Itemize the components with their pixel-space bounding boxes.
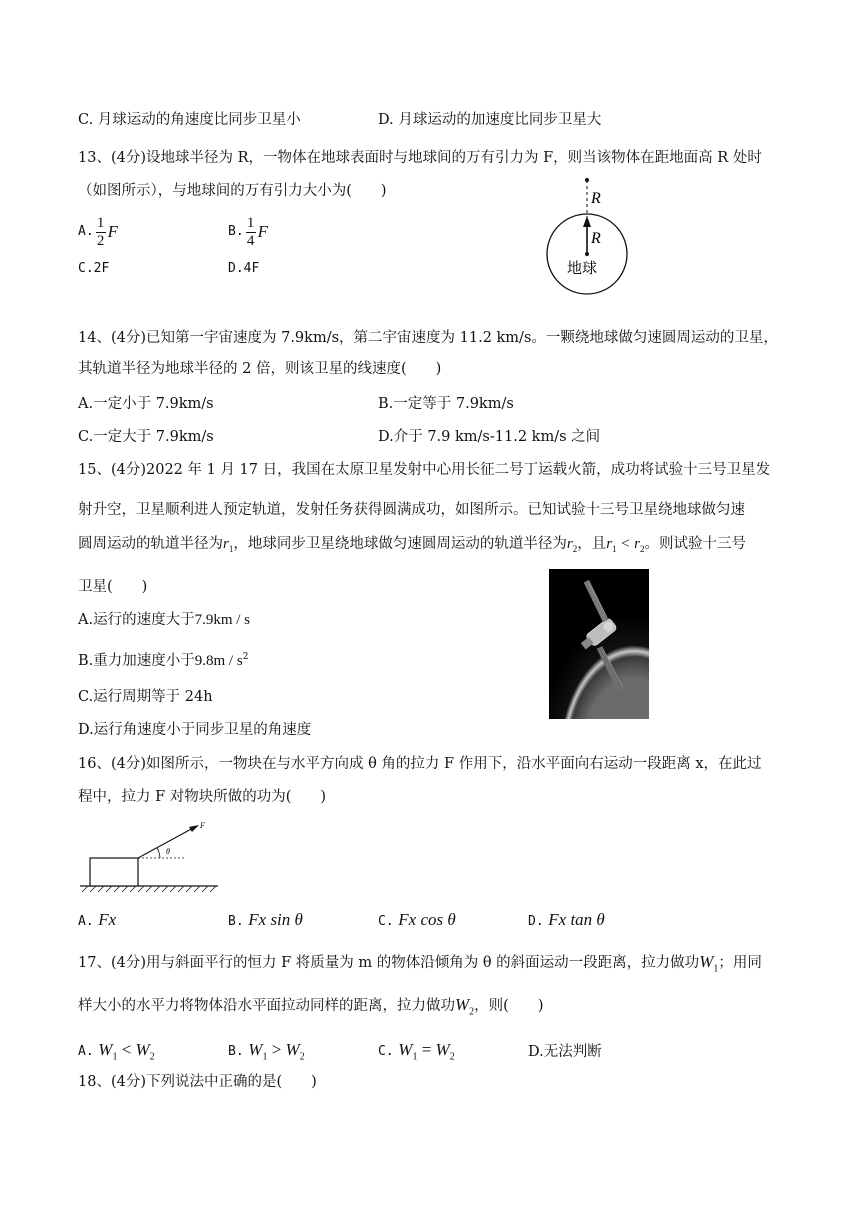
q14-option-b: B.一定等于 7.9km/s (378, 396, 514, 412)
label-r-inner: R (591, 230, 601, 247)
object-point (585, 178, 589, 182)
q16-stem-line2: 程中，拉力 F 对物块所做的功为( ) (78, 789, 327, 805)
earth-label: 地球 (567, 259, 598, 277)
q12-option-d: D. 月球运动的加速度比同步卫星大 (378, 112, 602, 128)
label-f: F (200, 821, 205, 830)
block (90, 858, 138, 886)
q13-option-b: B. $\frac{1}{4}$ F (228, 214, 269, 249)
q15-option-c: C.运行周期等于 24h (78, 689, 213, 705)
q15-option-a: A.运行的速度大于7.9km / s (78, 612, 251, 628)
q16-option-b: B. Fx sin θ (228, 910, 303, 929)
q15-stem-line3: 圆周运动的轨道半径为$r_1$，地球同步卫星绕地球做匀速圆周运动的轨道半径为$r_2$，且$r_1 < r_2$。则试验十三号 (78, 536, 746, 554)
q13-stem-line1: 13、(4分)设地球半径为 R，一物体在地球表面时与地球间的万有引力为 F，则当该物体在距地面高 R 处时 (78, 150, 762, 166)
earth-horizon (549, 569, 649, 719)
q16-option-d: D. Fx tan θ (528, 910, 605, 929)
q17-stem-line1: 17、(4分)用与斜面平行的恒力 F 将质量为 m 的物体沿倾角为 θ 的斜面运动一段距离，拉力做功$W_1$；用同 (78, 952, 762, 975)
label-r-top: R (591, 190, 601, 207)
q13-option-b-fraction: $\frac{1}{4}$ (246, 214, 255, 249)
earth-center (585, 252, 589, 256)
q15-option-b: B.重力加速度小于$9.8m / s^2$ (78, 652, 249, 669)
q13-stem-line2: （如图所示），与地球间的万有引力大小为( ) (78, 183, 387, 199)
q13-option-a: A. $\frac{1}{2}$ F (78, 214, 119, 249)
q14-stem-line2: 其轨道半径为地球半径的 2 倍，则该卫星的线速度( ) (78, 361, 442, 377)
q17-option-d: D.无法判断 (528, 1044, 602, 1060)
q13-option-d: D.4F (228, 261, 260, 276)
label-theta: θ (166, 847, 170, 856)
q18-stem-line1: 18、(4分)下列说法中正确的是( ) (78, 1074, 317, 1090)
q15-stem-line4: 卫星( ) (78, 579, 148, 595)
q16-option-a: A. Fx (78, 910, 117, 929)
satellite-photo (549, 569, 649, 719)
q14-option-c: C.一定大于 7.9km/s (78, 429, 214, 445)
q17-option-c: C. $W_1 = W_2$ (378, 1040, 455, 1063)
q14-option-d: D.介于 7.9 km/s-11.2 km/s 之间 (378, 429, 601, 445)
q13-option-c: C.2F (78, 261, 110, 276)
q12-option-c: C. 月球运动的角速度比同步卫星小 (78, 112, 301, 128)
block-force-diagram (78, 818, 223, 893)
q13-option-a-fraction: $\frac{1}{2}$ (96, 214, 105, 249)
q17-option-b: B. $W_1 > W_2$ (228, 1040, 305, 1063)
q15-option-d: D.运行角速度小于同步卫星的角速度 (78, 722, 312, 738)
earth-diagram (535, 170, 645, 298)
q14-stem-line1: 14、(4分)已知第一宇宙速度为 7.9km/s，第二宇宙速度为 11.2 km/s。一颗绕地球做匀速圆周运动的卫星， (78, 330, 778, 346)
force-arrowhead (189, 825, 199, 832)
q16-stem-line1: 16、(4分)如图所示，一物块在与水平方向成 θ 角的拉力 F 作用下，沿水平面向右运动一段距离 x，在此过 (78, 756, 762, 772)
q15-stem-line2: 射升空，卫星顺利进人预定轨道，发射任务获得圆满成功，如图所示。已知试验十三号卫星绕地球做匀速 (78, 502, 745, 518)
angle-arc (157, 848, 160, 858)
q17-option-a: A. $W_1 < W_2$ (78, 1040, 155, 1063)
q15-stem-line1: 15、(4分)2022 年 1 月 17 日，我国在太原卫星发射中心用长征二号丁运载火箭，成功将试验十三号卫星发 (78, 462, 771, 478)
radius-arrowhead (583, 216, 591, 227)
ground-hatching (82, 886, 216, 892)
q17-stem-line2: 样大小的水平力将物体沿水平面拉动同样的距离，拉力做功$W_2$，则( ) (78, 995, 544, 1018)
q14-option-a: A.一定小于 7.9km/s (78, 396, 214, 412)
q16-option-c: C. Fx cos θ (378, 910, 456, 929)
